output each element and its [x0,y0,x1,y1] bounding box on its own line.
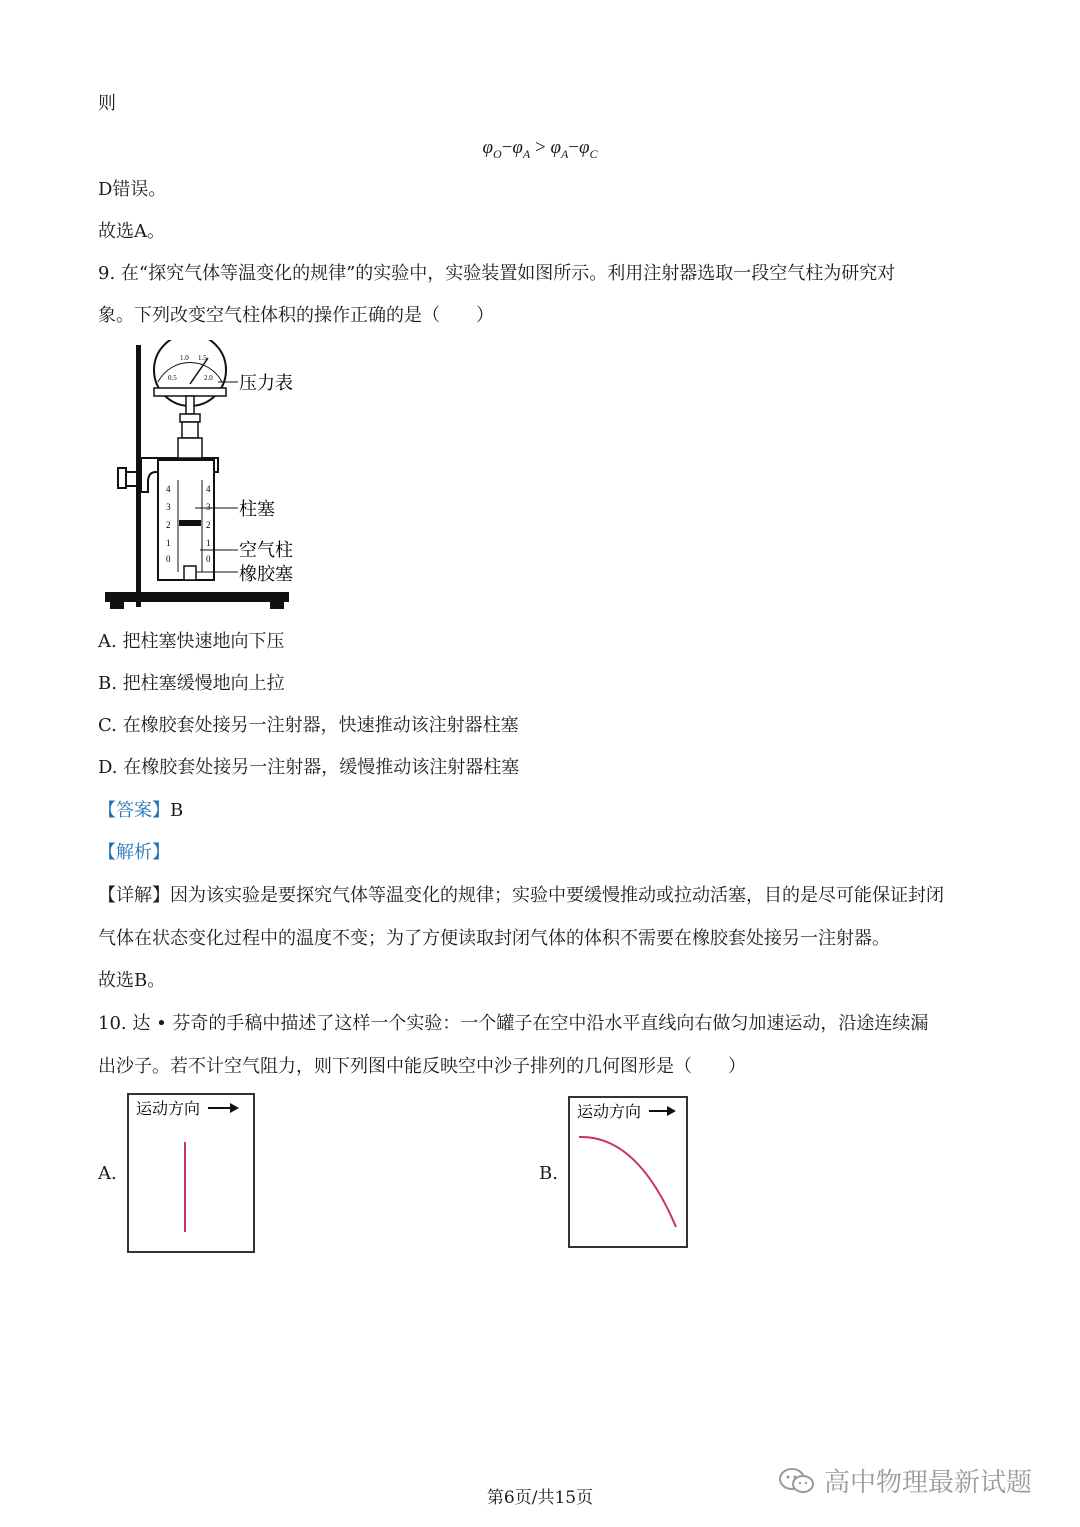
rubber-stopper [184,566,196,580]
answer-line [98,799,183,823]
plunger-label: 柱塞 [239,499,275,520]
answer-value: B [170,800,184,821]
gauge-tick-label: 0.5 [168,374,177,382]
q9-stem-line2: 象。下列改变空气柱体积的操作正确的是（ ） [98,305,494,326]
scale-tick-label: 3 [206,502,211,512]
q10-stem-line2: 出沙子。若不计空气阻力，则下列图中能反映空中沙子排列的几何图形是（ ） [98,1056,746,1077]
q10-stem-line1: 10. 达 • 芬奇的手稿中描述了这样一个实验：一个罐子在空中沿水平直线向右做匀加速运动，沿途连续漏 [98,1013,929,1034]
motion-direction-label: 运动方向 [136,1099,201,1118]
q9-option-d: D. 在橡胶套处接另一注射器，缓慢推动该注射器柱塞 [98,757,520,778]
scale-tick-label: 0 [166,554,171,564]
scale-tick-label: 2 [206,520,211,530]
q9-stem-line1: 9. 在“探究气体等温变化的规律”的实验中，实验装置如图所示。利用注射器选取一段空气柱为研究对 [98,263,896,284]
syringe-apparatus-figure [100,340,320,615]
scale-tick-label: 0 [206,554,211,564]
answer-tag: 【答案】 [98,800,170,821]
gauge-label: 压力表 [239,373,293,394]
watermark [778,1462,1032,1499]
scale-tick-label: 4 [206,484,211,494]
q9-option-b: B. 把柱塞缓慢地向上拉 [98,673,285,694]
gauge-tick-label: 1.5 [198,354,207,362]
stand-base [105,592,289,602]
q10-option-a-figure [126,1092,258,1256]
analysis-tag: 【解析】 [98,842,170,863]
choose-a-text: 故选A。 [98,221,165,242]
gauge-tick-label: 1.0 [180,354,189,362]
rubber-stopper-label: 橡胶塞 [239,564,293,585]
ze-text: 则 [98,93,116,114]
air-column-label: 空气柱 [239,540,293,561]
scale-tick-label: 1 [166,538,171,548]
detail-line2: 气体在状态变化过程中的温度不变；为了方便读取封闭气体的体积不需要在橡胶套处接另一注射器。 [98,928,890,949]
q10-option-b-label: B. [539,1163,558,1184]
scale-tick-label: 2 [166,520,171,530]
q9-option-a: A. 把柱塞快速地向下压 [98,631,285,652]
detail-line1: 【详解】因为该实验是要探究气体等温变化的规律；实验中要缓慢推动或拉动活塞，目的是尽可能保证封闭 [98,885,944,906]
q9-option-c: C. 在橡胶套处接另一注射器，快速推动该注射器柱塞 [98,715,519,736]
scale-tick-label: 3 [166,502,171,512]
wechat-icon [778,1466,816,1496]
scale-tick-label: 4 [166,484,171,494]
q10-option-b-figure [567,1095,691,1251]
motion-direction-label: 运动方向 [577,1102,642,1121]
d-wrong-text: D错误。 [98,179,167,200]
choose-b-text: 故选B。 [98,970,166,991]
scale-tick-label: 1 [206,538,211,548]
formula: $\varphi_O-\varphi_A > \varphi_A-\varphi_C$ [482,137,598,161]
page-number: 第6页/共15页 [486,1488,594,1508]
q10-option-a-label: A. [98,1163,117,1184]
gauge-tick-label: 2.0 [204,374,213,382]
plunger [179,520,201,526]
watermark-text: 高中物理最新试题 [824,1468,1033,1498]
